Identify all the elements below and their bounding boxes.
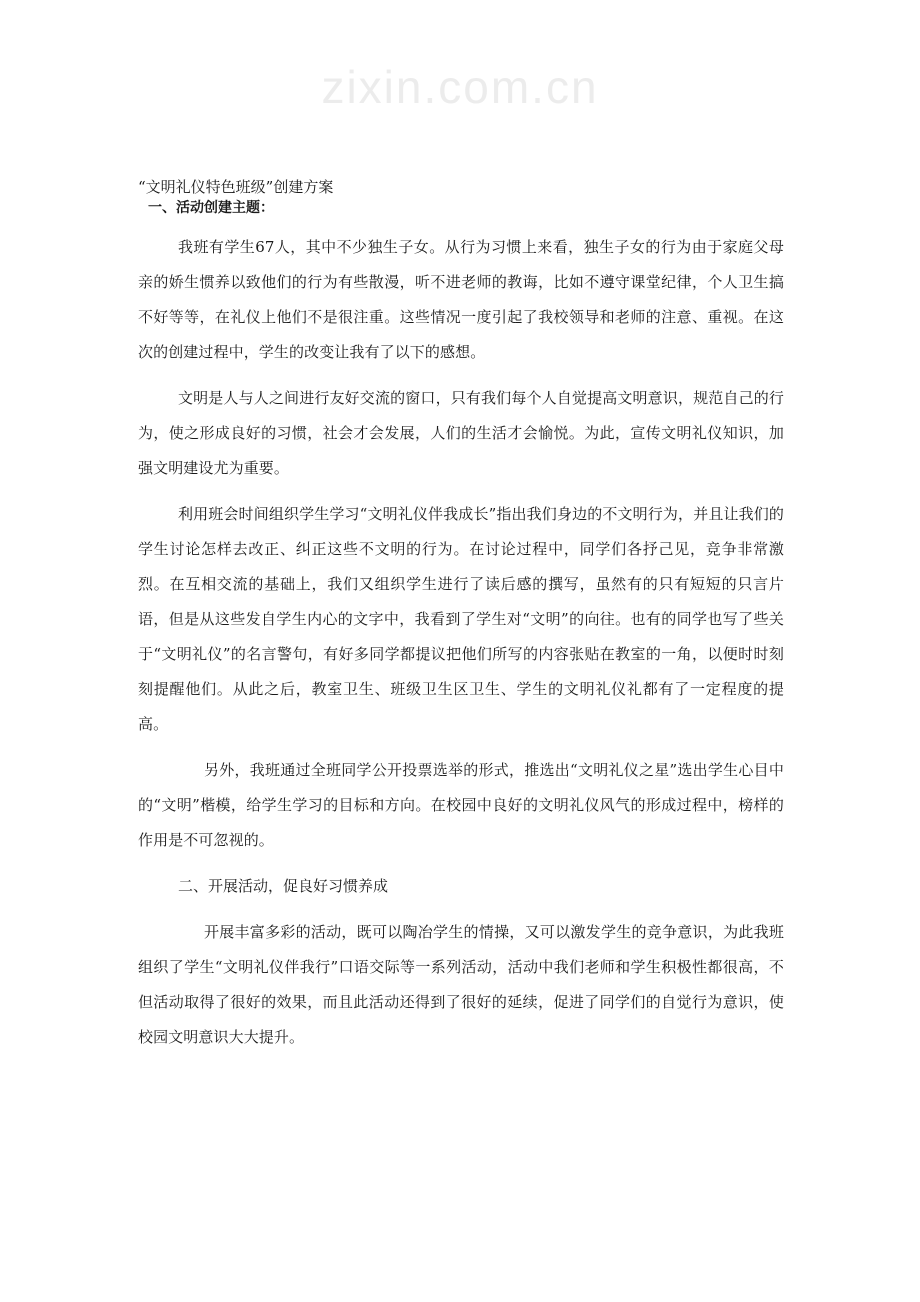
section-heading-1: 一、活动创建主题：	[148, 200, 274, 216]
paragraph-2: 文明是人与人之间进行友好交流的窗口，只有我们每个人自觉提高文明意识，规范自己的行为，使之形成良好的习惯，社会才会发展，人们的生活才会愉悦。为此，宣传文明礼仪知识，加强文明建设尤为重要。	[138, 389, 784, 477]
paragraph-4: 另外，我班通过全班同学公开投票选举的形式，推选出“文明礼仪之星”选出学生心目中的“文明”楷模，给学生学习的目标和方向。在校园中良好的文明礼仪风气的形成过程中，榜样的作用是不可忽视的。	[138, 761, 784, 849]
section-heading-2: 二、开展活动，促良好习惯养成	[178, 877, 389, 895]
paragraph-1: 我班有学生67人，其中不少独生子女。从行为习惯上来看，独生子女的行为由于家庭父母亲的娇生惯养以致他们的行为有些散漫，听不进老师的教诲，比如不遵守课堂纪律，个人卫生搞不好等等，在礼仪上他们不是很注重。这些情况一度引起了我校领导和老师的注意、重视。在这次的创建过程中，学生的改变让我有了以下的感想。	[138, 238, 784, 361]
document-title: “文明礼仪特色班级”创建方案	[138, 178, 334, 196]
watermark: zixin.com.cn	[321, 61, 599, 113]
section-2-paragraph: 开展丰富多彩的活动，既可以陶冶学生的情操，又可以激发学生的竞争意识，为此我班组织了学生“文明礼仪伴我行”口语交际等一系列活动，活动中我们老师和学生积极性都很高，不但活动取得了很好的效果，而且此活动还得到了很好的延续，促进了同学们的自觉行为意识，使校园文明意识大大提升。	[138, 923, 784, 1046]
document-body	[138, 176, 784, 1055]
paragraph-3: 利用班会时间组织学生学习“文明礼仪伴我成长”指出我们身边的不文明行为，并且让我们的学生讨论怎样去改正、纠正这些不文明的行为。在讨论过程中，同学们各抒己见，竞争非常激烈。在互相交流的基础上，我们又组织学生进行了读后感的撰写，虽然有的只有短短的只言片语，但是从这些发自学生内心的文字中，我看到了学生对“文明”的向往。也有的同学也写了些关于“文明礼仪”的名言警句，有好多同学都提议把他们所写的内容张贴在教室的一角，以便时时刻刻提醒他们。从此之后，教室卫生、班级卫生区卫生、学生的文明礼仪礼都有了一定程度的提高。	[138, 505, 784, 733]
